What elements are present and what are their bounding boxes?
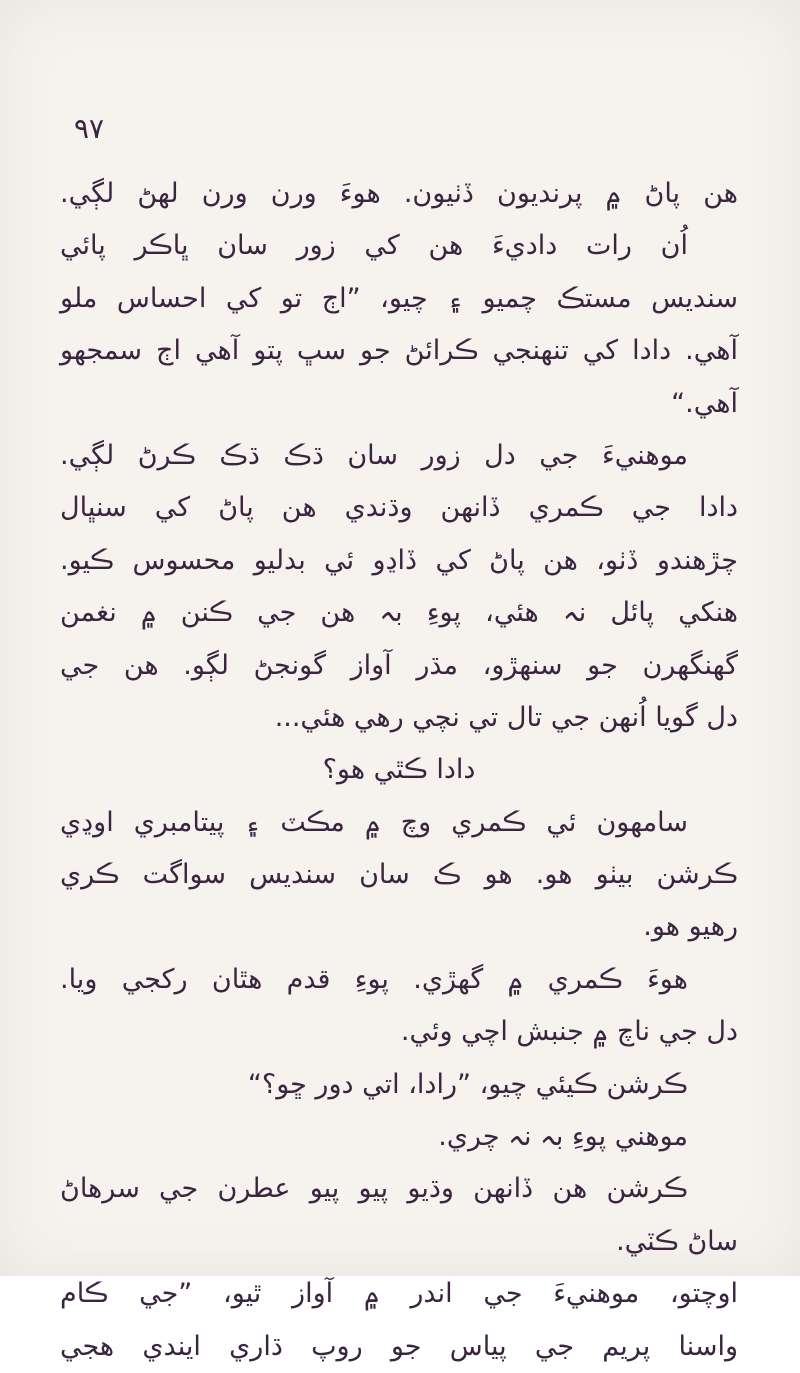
page-number: ٩٧ [74, 112, 105, 145]
body-text [60, 168, 738, 1373]
text-line: موھنيءَ جي دل زور سان ڌڪ ڌڪ ڪرڻ لڳي. [60, 439, 688, 471]
text-line: دادا ڪٿي ھو؟ [322, 754, 476, 786]
text-line: ھوءَ ڪمري ۾ گھڙي. پوءِ قدم ھٿان رکجي ويا. [60, 963, 688, 995]
text-line: دل گويا اُنھن جي تال تي نچي رھي ھئي... [274, 701, 738, 733]
text-line: دادا جي ڪمري ڏانھن وڌندي ھن پاڻ کي سنڀال [60, 492, 738, 524]
text-line: ساڻ ڪٽي. [616, 1225, 738, 1257]
text-line: ھنکي پائل نہ ھئي، پوءِ بہ ھن جي ڪنن ۾ نغمن [60, 597, 738, 629]
text-line: چڙھندو ڏٺو، ھن پاڻ کي ڏاڍو ئي بدليو محسوس ڪيو. [60, 544, 738, 576]
text-line: ڪرشن ڪيئي چيو، ”رادا، اتي دور ڇو؟“ [247, 1068, 688, 1100]
text-line: دل جي ناچ ۾ جنبش اچي وئي. [400, 1016, 738, 1048]
text-line: ھن پاڻ ۾ پرنديون ڏٺيون. ھوءَ ورن ورن لھڻ لڳي. [60, 178, 738, 209]
text-line: اوچتو، موھنيءَ جي اندر ۾ آواز ٿيو، ”جي ڪام [60, 1278, 738, 1310]
text-line: آھي.“ [671, 387, 738, 419]
text-line: آھي. دادا کي تنھنجي ڪرائڻ جو سڀ پتو آھي اڄ سمجھو [60, 335, 738, 367]
text-line: واسنا پريم جي پياس جو روپ ڌاري ايندي ھجي [60, 1330, 738, 1362]
text-line: سامھون ئي ڪمري وچ ۾ مڪٽ ۽ پيتامبري اوڍي [60, 806, 688, 838]
text-line: موھني پوءِ بہ نہ چري. [438, 1121, 688, 1153]
text-line: گھنگھرن جو سنھڙو، مڌر آواز گونجڻ لڳو. ھن جي [60, 649, 738, 681]
text-line: ڪرشن بيٺو ھو. ھو ڪ سان سنديس سواگت ڪري [60, 859, 738, 891]
text-line: سنديس مستڪ چميو ۽ چيو، ”اڄ تو کي احساس ملو [60, 282, 738, 314]
text-line: اُن رات داديءَ ھن کي زور سان ڀاڪر پائي [60, 230, 688, 262]
text-line: ڪرشن ھن ڏانھن وڌيو پيو پيو عطرن جي سرھاڻ [60, 1173, 688, 1205]
text-line: رھيو ھو. [643, 911, 738, 943]
